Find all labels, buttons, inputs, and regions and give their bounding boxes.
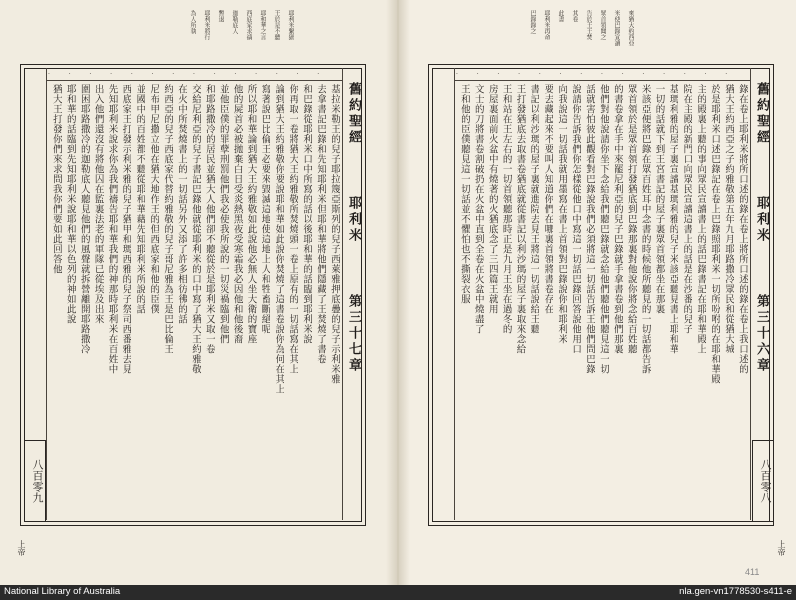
right-text-column: 向我說這一切話我就用墨寫在書上首領對巴錄說你和耶利米 [556,84,568,344]
left-headnote: 耶和華之言 [259,10,266,40]
left-verse-marker: · [110,71,113,78]
left-chapter: 第三十七章 [346,294,361,374]
right-text-column: 米該亞便將巴錄在眾百姓耳中念書的時候他所聽見的一切話都告訴 [639,84,651,374]
right-verse-marker: · [497,71,500,78]
right-text-column: 的書卷拿在手中來罷尼利亞的兒子巴錄就手拿書卷到他們那裏 [611,84,623,354]
left-verse-marker: · [234,71,237,78]
footer-identifier: nla.gen-vn1778530-s411-e [679,586,792,597]
left-title-rule [342,68,343,520]
right-text-column: 猶大王約西亞之子約雅敬第五年九月耶路撒冷眾民和從猶大城 [723,84,735,354]
right-verse-marker: · [538,71,541,78]
right-text-column: 於是耶利米口述巴錄記在卷上巴錄照耶利米一切所吩咐的在耶和華殿 [709,84,721,384]
right-text-column: 基瑪利雅的屋子裏宣讀基瑪利雅的兒子米該亞聽見書上耶和華 [667,84,679,354]
left-verse-row-rule [46,80,342,81]
right-chapter: 第三十六章 [754,294,769,374]
left-verse-marker: · [151,71,154,78]
left-verse-marker: · [130,71,133,78]
left-text-column: 約西亞的兒子西底家代替約雅敬的兒子哥尼雅為王是巴比倫王 [162,84,174,354]
right-headnote: 來猶大約西亞 [627,10,634,46]
left-text-column: 猶大王打發你們來求問我你們要如此回答他 [50,84,62,274]
left-text-column: 論到猶大王約雅敬你要說耶和華如此說你焚燒了這書卷說你為何在其上 [273,84,285,394]
right-verse-marker: · [704,71,707,78]
left-text-column: 耶和華的話臨到先知耶利米說耶和華以色列的神如此說 [64,84,76,324]
left-text-column: 基拉米勒王的兒子耶拉篾亞斯列的兒子西萊雅押底疊的兒子示利米雅 [328,84,340,384]
left-headnote: 暫退 [217,10,224,22]
left-text-column: 交給尼利亞的兒子書記巴錄他就從耶利米的口中寫了猶大王約雅敬 [189,84,201,374]
left-verse-marker: · [172,71,175,78]
left-text-column: 並他臣僕的罪孽刑罰他們我必使我所說的一切災禍臨到他們 [217,84,229,344]
right-book-title: 舊約聖經 [754,82,769,146]
right-verse-marker: · [683,71,686,78]
right-text-column: 王和他的臣僕聽見這一切話並不懼怕也不撕裂衣服 [458,84,470,304]
right-verse-row-rule [454,80,750,81]
right-headnote: 米使巴錄宣讀 [613,10,620,46]
right-verse-marker: · [518,71,521,78]
left-text-column: 去拿書記巴錄和先知耶利米但耶和華將他們隱藏了王焚燒了書卷 [315,84,327,364]
pencil-folio-mark: 411 [745,567,760,577]
left-margin-rule [46,68,47,520]
left-verse-marker: · [296,71,299,78]
right-text-column: 書記以利沙瑪的屋子裏就進院去見王將這一切話說給王聽 [528,84,540,334]
left-headnote: 為人所執 [189,10,196,34]
right-volume-mark: 上帝 [777,540,786,556]
left-verse-marker: · [213,71,216,78]
right-headnote: 此書 [557,10,564,22]
right-headnote: 巴錄錄之 [529,10,536,34]
left-headnote: 耶利米將行 [203,10,210,40]
left-text-column: 和耶路撒冷的居民並猶大人他們卻不聽從於是耶利米又取一卷 [203,84,215,354]
right-text-column: 主的殿裏上聽的事向眾民宣讀書上的話巴錄書記在耶和華殿上 [695,84,707,354]
left-text-column: 所以耶和華論到猶大王約雅敬如此說他必無人坐大衛的寶座 [245,84,257,344]
right-headnote: 耶利米再命 [543,10,550,40]
right-verse-marker: · [456,71,458,78]
right-text-column: 眾首領於是眾首領打發猶底到巴錄那裏對他說你將念給百姓聽 [625,84,637,354]
right-headnote: 其卷 [571,10,578,22]
right-text-column: 文士的刀將書卷割破扔在火盆中直到全卷在火盆中燒盡了 [472,84,484,334]
left-verse-marker: · [89,71,92,78]
left-verse-marker: · [255,71,258,78]
right-verse-marker: · [725,71,728,78]
left-text-column: 寫著說巴比倫王必要來毀滅這地使這地上人和牲畜斷絕呢 [259,84,271,334]
right-headnote: 告於王王焚 [585,10,592,40]
right-text-column: 說請你告訴我們你怎樣從他口中寫這一切話巴錄回答說他用口 [570,84,582,354]
left-page-number: 八百零九 [24,440,46,522]
right-text-column: 錄在卷上耶利米將所口述的錄在卷上將所口述的錄在卷上我口述的 [736,84,748,374]
right-verse-marker: · [621,71,624,78]
left-text-column: 西底家王打發示利米雅的兒子猶甲和瑪西雅的兒子祭司西番雅去見 [120,84,132,374]
right-verse-marker: · [642,71,645,78]
left-book-name: 耶利米 [346,196,361,244]
left-verse-marker: · [317,71,320,78]
left-verse-marker: · [48,71,50,78]
left-volume-mark: 上帝 [17,540,26,556]
left-text-column: 尼布甲尼撒立他在猶大地作王的但西底家和他的臣僕 [148,84,160,314]
left-text-column: 並國中的百姓都不聽從耶和華藉先知耶利米所說的話 [134,84,146,314]
left-verse-marker: · [193,71,195,78]
left-book-title: 舊約聖經 [346,82,361,146]
footer-credit: National Library of Australia [4,586,121,597]
left-verse-marker: · [275,71,278,78]
left-headnote: 王於是不聽 [273,10,280,40]
left-text-column: 在火中所焚燒書上的一切話另外又添了許多相彷彿的話 [176,84,188,324]
left-verse-marker: · [68,71,71,78]
right-verse-marker: · [476,71,479,78]
left-text-column: 你再取一卷將猶大王約雅敬所焚燒頭一卷上原有的一切話寫在其上 [287,84,299,374]
right-verse-marker: · [663,71,666,78]
right-text-column: 一切的話就下到王宮書記的屋子裏眾首領都坐在那裏 [653,84,665,314]
right-headnote: 眾首領聞之 [599,10,606,40]
right-text-column: 王打發猶底去取書卷猶底就從書記以利沙瑪的屋子裏取來念給 [514,84,526,354]
book-gutter [386,0,410,585]
right-verse-marker: · [559,71,562,78]
left-text-column: 和巴錄從耶利米口中所寫的話以後耶和華的話臨到耶利米說 [301,84,313,344]
right-book-name: 耶利米 [754,196,769,244]
left-headnote: 西底家求禱 [245,10,252,40]
left-text-column: 他的屍首必被拋棄白日受炎熱黑夜受寒霜我必因他和他後裔 [231,84,243,344]
right-text-column: 要去藏起來不要叫人知道你們在哪裏首領將書卷存在 [542,84,554,314]
right-text-column: 房屋裏面前火盆中有燒著的火猶底念了三四篇王就用 [486,84,498,314]
right-text-column: 王和站在王左右的一切首領聽那時正是九月王坐在過冬的 [500,84,512,334]
left-headnote: 耶利米繫獄 [287,10,294,40]
right-title-rule [750,68,751,520]
left-text-column: 圍困耶路撒冷的迦勒底人聽見他們的風聲就拆營離開耶路撒冷 [78,84,90,354]
footer-bar [0,585,796,600]
left-text-column: 先知耶利米說求你為我們禱告耶和華我們的神那時耶利米在百姓中 [106,84,118,374]
left-running-head [344,82,363,522]
right-verse-marker: · [580,71,583,78]
right-page-number: 八百零八 [752,440,774,522]
left-headnote: 迦勒底人 [231,10,238,34]
right-text-column: 話就害怕彼此觀看對巴錄說我們必須將這一切話告訴王他們問巴錄 [584,84,596,374]
right-text-column: 他們對他說請你坐下念給我們聽巴錄就念給他們聽他們聽見這一切 [597,84,609,374]
left-text-column: 出入他們還沒有將他囚在監裏法老的軍隊已從埃及出來 [92,84,104,324]
right-text-column: 院在主殿的新門口向眾民宣讀這書上的話是在沙番的兒子 [681,84,693,334]
right-verse-marker: · [601,71,603,78]
right-margin-rule [454,68,455,520]
